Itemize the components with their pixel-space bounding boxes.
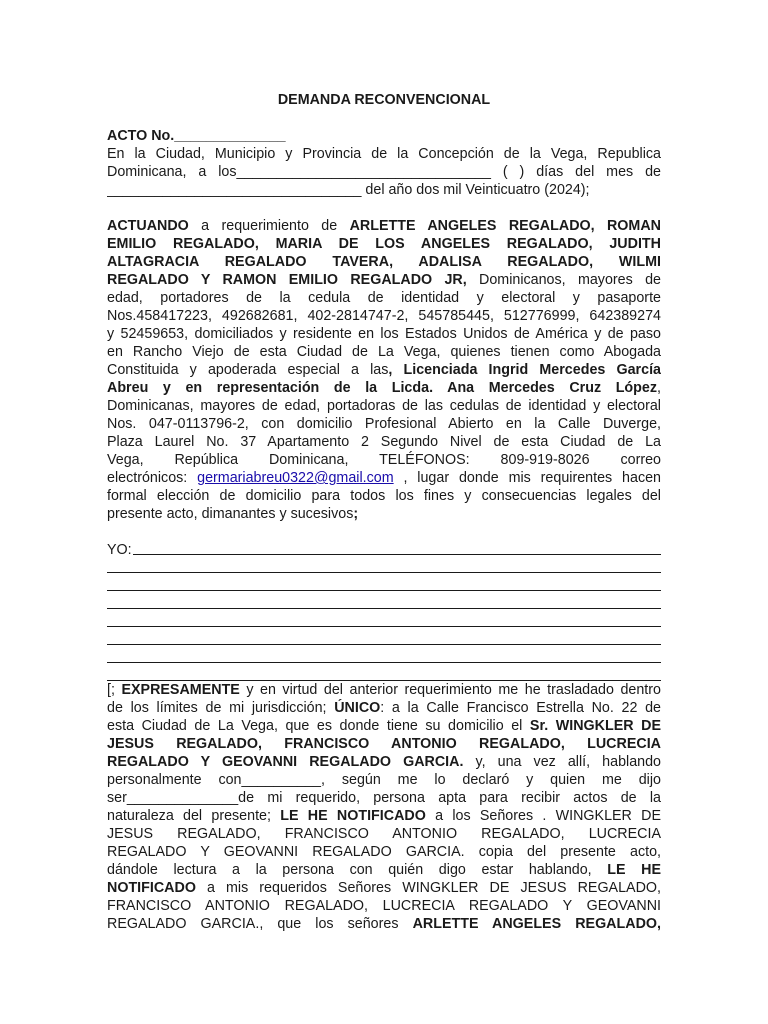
paragraph-line [107,469,661,487]
blank-line [107,590,661,591]
paragraph-line [107,379,661,397]
paragraph-line: Dominicanas, mayores de edad, portadoras de las cedulas de identidad y electoral [107,398,661,414]
text-span: REGALADO GARCIA. [107,916,260,932]
text-span: [; [107,682,122,698]
text-span: , [657,380,661,396]
paragraph-line: FRANCISCO ANTONIO REGALADO, LUCRECIA REGALADO Y GEOVANNI [107,898,661,914]
bold-text: ÚNICO [334,700,381,716]
text-span: , lugar donde mis requirentes hacen [393,470,661,486]
bold-text: ARLETTE ANGELES REGALADO, ROMAN [349,218,661,234]
bold-text: Sr. WINGKLER DE [529,718,661,734]
text-span: a mis requeridos Señores WINGKLER DE JESUS REGALADO, [195,880,661,896]
bold-text: ALTAGRACIA REGALADO TAVERA, ADALISA REGALADO, WILMI [107,254,661,270]
paragraph-line [107,735,661,753]
text-span: , que los señores [259,916,413,932]
paragraph-line [107,753,661,771]
paragraph-line: formal elección de domicilio para todos los fines y consecuencias legales del [107,488,661,504]
paragraph-line: Dominicana, a los________________________________ ( ) días del mes de [107,164,661,180]
bold-text: Abreu y en representación de la Licda. Ana Mercedes Cruz López [107,380,658,396]
paragraph-line [107,235,661,253]
bold-text: REGALADO Y GEOVANNI REGALADO GARCIA. [107,754,464,770]
paragraph-line [107,807,661,825]
blank-line [133,554,661,555]
text-span: naturaleza del presente; [107,808,281,824]
text-span: : a la Calle Francisco Estrella No. 22 de [380,700,661,716]
paragraph-line: REGALADO Y GEOVANNI REGALADO GARCIA. copia del presente acto, [107,844,661,860]
text-span: y, una vez allí, hablando [463,754,661,770]
paragraph-line [107,271,661,289]
paragraph-line: Nos. 047-0113796-2, con domicilio Profesional Abierto en la Calle Duverge, [107,416,661,432]
document-title: DEMANDA RECONVENCIONAL [277,92,491,108]
blank-line [107,662,661,663]
bold-text: ACTUANDO [107,218,189,234]
paragraph-line: Nos.458417223, 492682681, 402-2814747-2, 545785445, 512776999, 642389274 [107,308,661,324]
paragraph-line [107,361,661,379]
paragraph-line [107,699,661,717]
bold-text: NOTIFICADO [107,880,196,896]
text-span: Constituida y apoderada especial a las [107,362,389,378]
paragraph-line: Plaza Laurel No. 37 Apartamento 2 Segundo Nivel de esta Ciudad de La [107,434,661,450]
text-span: presente acto, dimanantes y sucesivos [107,506,354,522]
paragraph-line: personalmente con__________, según me lo declaró y quien me dijo [107,772,661,788]
acto-number-line [107,127,661,145]
paragraph-line: En la Ciudad, Municipio y Provincia de la Concepción de la Vega, Republica [107,146,661,162]
paragraph-line: y 52459653, domiciliados y residente en los Estados Unidos de América y de paso [107,326,661,342]
paragraph-line [107,879,661,897]
bold-text: ARLETTE ANGELES REGALADO, [412,916,661,932]
paragraph-line: edad, portadores de la cedula de identidad y electoral y pasaporte [107,290,661,306]
paragraph-line: ser______________de mi requerido, persona apta para recibir actos de la [107,790,661,806]
paragraph-line [107,253,661,271]
blank-line [107,572,661,573]
yo-label: YO: [107,542,132,558]
text-span: y en virtud del anterior requerimiento me he trasladado dentro [239,682,661,698]
acto-number-label: ACTO No.______________ [107,128,286,144]
email-link[interactable]: germariabreu0322@gmail.com [197,470,394,486]
paragraph-line: en Rancho Viejo de esta Ciudad de La Vega, quienes tienen como Abogada [107,344,661,360]
text-span: de los límites de mi jurisdicción; [107,700,335,716]
paragraph-line [107,861,661,879]
text-span: electrónicos: [107,470,198,486]
paragraph-line [107,915,661,933]
paragraph-line: ________________________________ del año dos mil Veinticuatro (2024); [107,182,590,198]
bold-text: , Licenciada Ingrid Mercedes García [388,362,661,378]
bold-text: LE HE [607,862,661,878]
paragraph-line: Vega, República Dominicana, TELÉFONOS: 809-919-8026 correo [107,452,661,468]
blank-line [107,608,661,609]
paragraph-line: JESUS REGALADO, FRANCISCO ANTONIO REGALADO, LUCRECIA [107,826,661,842]
paragraph-line [107,681,661,699]
text-span: a requerimiento de [188,218,350,234]
text-span: a los Señores . WINGKLER DE [425,808,661,824]
bold-text: ; [353,506,359,522]
bold-text: LE HE NOTIFICADO [280,808,426,824]
blank-line [107,626,661,627]
text-span: esta Ciudad de La Vega, que es donde tiene su domicilio el [107,718,530,734]
bold-text: JESUS REGALADO, FRANCISCO ANTONIO REGALADO, LUCRECIA [107,736,661,752]
bold-text: EMILIO REGALADO, MARIA DE LOS ANGELES REGALADO, JUDITH [107,236,661,252]
blank-line [107,644,661,645]
bold-text: REGALADO Y RAMON EMILIO REGALADO JR, [107,272,467,288]
text-span: dándole lectura a la persona con quién digo estar hablando, [107,862,608,878]
paragraph-line [107,217,661,235]
paragraph-line [107,717,661,735]
bold-text: EXPRESAMENTE [121,682,240,698]
paragraph-line [107,505,661,523]
text-span: Dominicanos, mayores de [466,272,661,288]
